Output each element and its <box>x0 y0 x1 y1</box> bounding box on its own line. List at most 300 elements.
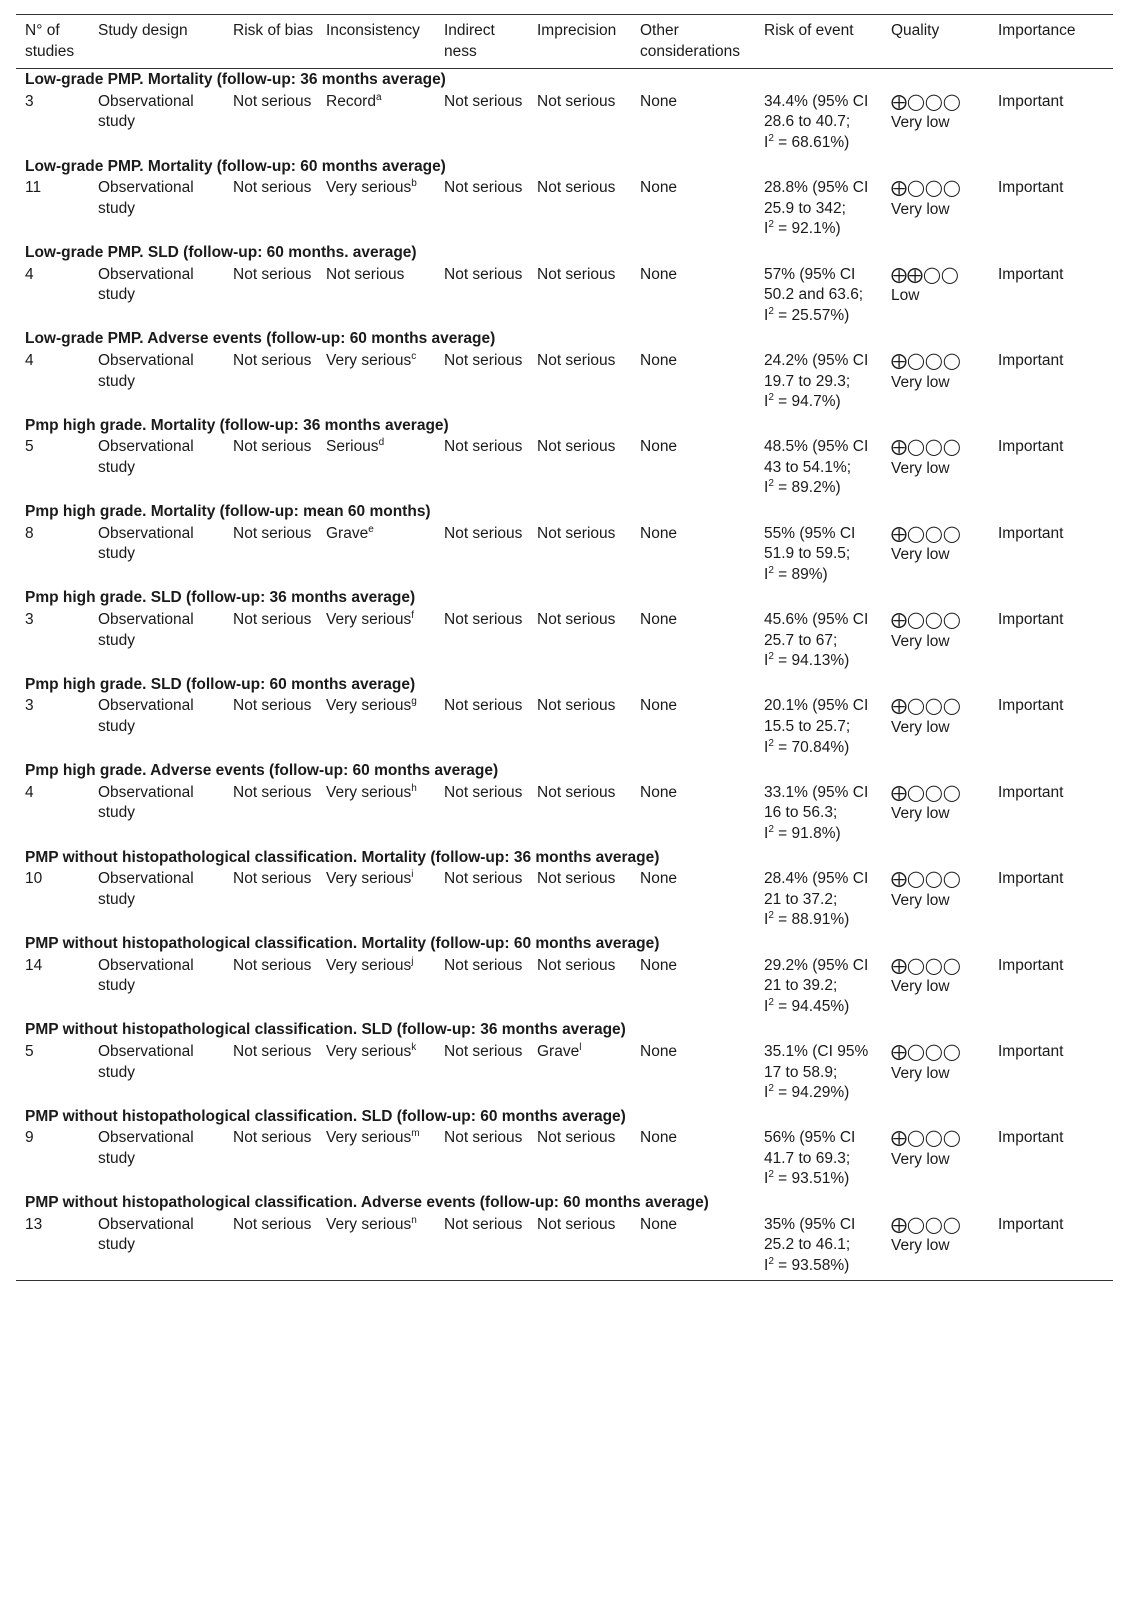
table-row <box>16 869 1113 933</box>
quality-label: Very low <box>891 200 950 218</box>
quality-rating-icon: ⨁◯◯◯ <box>891 955 961 975</box>
i2-label: I <box>764 997 769 1015</box>
i2-value: = 25.57%) <box>773 306 850 324</box>
inconsistency <box>317 869 435 933</box>
indirectness: Not serious <box>444 351 523 369</box>
i2-label: I <box>764 738 769 756</box>
table-row <box>16 956 1113 1020</box>
other-considerations: None <box>640 265 678 283</box>
study-design: Observational study <box>98 611 194 649</box>
risk-of-event <box>755 783 882 847</box>
indirectness: Not serious <box>444 611 523 629</box>
i2-value: = 92.1%) <box>773 220 841 238</box>
grade-evidence-table <box>16 14 1113 1281</box>
i2-value: = 93.58%) <box>773 1256 850 1274</box>
outcome-title: Low-grade PMP. Adverse events (follow-up: 60 months average) <box>25 330 496 348</box>
imprecision-text: Not serious <box>537 611 616 629</box>
i2-superscript: 2 <box>768 305 774 317</box>
table-body <box>16 69 1113 1281</box>
inconsistency <box>317 265 435 329</box>
quality-label: Very low <box>891 632 950 650</box>
studies-count: 3 <box>25 697 34 715</box>
i2-label: I <box>764 911 769 929</box>
imprecision-text: Not serious <box>537 265 616 283</box>
quality-rating-icon: ⨁◯◯◯ <box>891 782 961 802</box>
imprecision-text: Not serious <box>537 438 616 456</box>
imprecision-text: Not serious <box>537 179 616 197</box>
header-cell: Study design <box>89 15 224 69</box>
imprecision <box>528 869 631 933</box>
i2-superscript: 2 <box>768 910 774 922</box>
group-title-row <box>16 242 1113 265</box>
imprecision <box>528 524 631 588</box>
imprecision-text: Grave <box>537 1042 580 1060</box>
risk-estimate: 24.2% (95% CI 19.7 to 29.3; <box>764 351 869 390</box>
header-cell: Indirect ness <box>435 15 528 69</box>
group-title-row <box>16 760 1113 783</box>
header-cell: N° of studies <box>16 15 89 69</box>
quality-rating-icon: ⨁◯◯◯ <box>891 610 961 630</box>
outcome-title: Pmp high grade. Mortality (follow-up: mean 60 months) <box>25 503 431 521</box>
study-design: Observational study <box>98 1042 194 1081</box>
outcome-title: PMP without histopathological classification. SLD (follow-up: 36 months average) <box>25 1021 626 1039</box>
inconsistency-text: Very serious <box>326 1129 412 1147</box>
imprecision <box>528 178 631 242</box>
group-title-row <box>16 328 1113 351</box>
importance: Important <box>998 783 1064 801</box>
studies-count: 14 <box>25 956 43 974</box>
quality <box>882 1215 989 1281</box>
header-cell: Importance <box>989 15 1113 69</box>
study-design: Observational study <box>98 179 194 217</box>
i2-value: = 94.45%) <box>773 997 850 1015</box>
importance: Important <box>998 351 1064 369</box>
i2-label: I <box>764 1170 769 1188</box>
quality <box>882 783 989 847</box>
risk-of-bias: Not serious <box>233 611 312 629</box>
importance: Important <box>998 870 1064 888</box>
header-cell: Other considerations <box>631 15 755 69</box>
quality-label: Very low <box>891 546 950 564</box>
indirectness: Not serious <box>444 438 523 456</box>
outcome-title: Pmp high grade. SLD (follow-up: 60 months average) <box>25 675 416 693</box>
footnote-marker: g <box>411 696 417 708</box>
quality-rating-icon: ⨁◯◯◯ <box>891 91 961 111</box>
imprecision-text: Not serious <box>537 870 616 888</box>
risk-estimate: 34.4% (95% CI 28.6 to 40.7; <box>764 92 869 131</box>
importance: Important <box>998 611 1064 629</box>
quality <box>882 351 989 415</box>
outcome-title: PMP without histopathological classification. Adverse events (follow-up: 60 months average) <box>25 1194 709 1212</box>
outcome-title: Pmp high grade. Adverse events (follow-up: 60 months average) <box>25 762 499 780</box>
risk-of-bias: Not serious <box>233 351 312 369</box>
indirectness: Not serious <box>444 92 523 110</box>
quality-rating-icon: ⨁◯◯◯ <box>891 696 961 716</box>
i2-superscript: 2 <box>768 1255 774 1267</box>
table-row <box>16 1042 1113 1106</box>
outcome-title: Low-grade PMP. Mortality (follow-up: 36 months average) <box>25 71 446 89</box>
inconsistency-text: Serious <box>326 438 379 456</box>
other-considerations: None <box>640 92 678 110</box>
other-considerations: None <box>640 351 678 369</box>
group-title-row <box>16 156 1113 179</box>
risk-of-bias: Not serious <box>233 1042 312 1060</box>
i2-label: I <box>764 220 769 238</box>
table-row <box>16 524 1113 588</box>
quality-label: Very low <box>891 1150 950 1168</box>
other-considerations: None <box>640 870 678 888</box>
footnote-marker: f <box>411 610 415 622</box>
inconsistency <box>317 610 435 674</box>
study-design: Observational study <box>98 956 194 995</box>
quality-rating-icon: ⨁◯◯◯ <box>891 1041 961 1061</box>
quality-rating-icon: ⨁◯◯◯ <box>891 523 961 543</box>
quality-rating-icon: ⨁◯◯◯ <box>891 437 961 457</box>
importance: Important <box>998 92 1064 110</box>
inconsistency-text: Very serious <box>326 870 412 888</box>
inconsistency-text: Record <box>326 92 376 110</box>
imprecision-text: Not serious <box>537 783 616 801</box>
risk-of-bias: Not serious <box>233 438 312 456</box>
risk-of-event <box>755 265 882 329</box>
studies-count: 4 <box>25 265 34 283</box>
imprecision <box>528 351 631 415</box>
footnote-marker: b <box>411 178 417 190</box>
risk-of-bias: Not serious <box>233 524 312 542</box>
outcome-title: Low-grade PMP. Mortality (follow-up: 60 months average) <box>25 157 446 175</box>
quality-label: Very low <box>891 373 950 391</box>
table-row <box>16 437 1113 501</box>
risk-estimate: 29.2% (95% CI 21 to 39.2; <box>764 956 869 995</box>
other-considerations: None <box>640 524 678 542</box>
inconsistency-text: Very serious <box>326 956 412 974</box>
importance: Important <box>998 1042 1064 1060</box>
table-row <box>16 1128 1113 1192</box>
quality-label: Very low <box>891 805 950 823</box>
inconsistency <box>317 178 435 242</box>
risk-estimate: 57% (95% CI 50.2 and 63.6; <box>764 265 864 304</box>
studies-count: 8 <box>25 524 34 542</box>
risk-of-bias: Not serious <box>233 697 312 715</box>
quality <box>882 1128 989 1192</box>
table-row <box>16 1215 1113 1281</box>
table-row <box>16 696 1113 760</box>
footnote-marker: c <box>411 350 417 362</box>
group-title-row <box>16 933 1113 956</box>
risk-of-event <box>755 351 882 415</box>
inconsistency <box>317 1128 435 1192</box>
outcome-title: Pmp high grade. SLD (follow-up: 36 months average) <box>25 589 416 607</box>
quality <box>882 956 989 1020</box>
inconsistency-text: Very serious <box>326 1215 412 1233</box>
group-title-row <box>16 674 1113 697</box>
group-title-row <box>16 1192 1113 1215</box>
imprecision-text: Not serious <box>537 351 616 369</box>
quality <box>882 437 989 501</box>
studies-count: 13 <box>16 1215 89 1281</box>
i2-superscript: 2 <box>768 1169 774 1181</box>
footnote-marker: a <box>375 91 382 103</box>
quality-label: Very low <box>891 719 950 736</box>
inconsistency <box>317 437 435 501</box>
table-row <box>16 265 1113 329</box>
inconsistency <box>317 783 435 847</box>
i2-value: = 93.51%) <box>773 1170 850 1188</box>
imprecision <box>528 265 631 329</box>
indirectness: Not serious <box>444 870 523 888</box>
group-title-row <box>16 1019 1113 1042</box>
quality <box>882 869 989 933</box>
risk-estimate: 35.1% (CI 95% 17 to 58.9; <box>764 1042 869 1081</box>
table-row <box>16 783 1113 847</box>
i2-superscript: 2 <box>768 478 774 490</box>
header-row <box>16 15 1113 69</box>
outcome-title: PMP without histopathological classification. Mortality (follow-up: 60 months average) <box>25 934 660 952</box>
table-row <box>16 92 1113 156</box>
quality-label: Very low <box>891 459 950 477</box>
i2-value: = 89%) <box>773 565 828 583</box>
importance: Important <box>998 697 1064 715</box>
imprecision <box>528 1042 631 1106</box>
quality <box>882 1042 989 1106</box>
study-design: Observational study <box>98 351 194 390</box>
i2-label: I <box>764 824 769 842</box>
header-cell: Imprecision <box>528 15 631 69</box>
quality-label: Very low <box>891 114 950 132</box>
table-row <box>16 178 1113 242</box>
footnote-marker: m <box>411 1128 420 1140</box>
outcome-title: PMP without histopathological classification. Mortality (follow-up: 36 months average) <box>25 848 660 866</box>
i2-superscript: 2 <box>768 564 774 576</box>
risk-of-bias: Not serious <box>233 179 312 197</box>
risk-of-bias: Not serious <box>233 870 312 888</box>
importance: Important <box>998 265 1064 283</box>
risk-estimate: 33.1% (95% CI 16 to 56.3; <box>764 783 869 822</box>
footnote-marker: l <box>579 1041 582 1053</box>
risk-estimate: 48.5% (95% CI 43 to 54.1%; <box>764 438 869 476</box>
indirectness: Not serious <box>444 783 523 801</box>
risk-estimate: 20.1% (95% CI 15.5 to 25.7; <box>764 697 869 735</box>
risk-of-event <box>755 178 882 242</box>
quality-label: Low <box>891 287 920 305</box>
studies-count: 9 <box>25 1129 34 1147</box>
imprecision <box>528 783 631 847</box>
risk-estimate: 28.8% (95% CI 25.9 to 342; <box>764 179 869 217</box>
footnote-marker: n <box>411 1214 417 1226</box>
inconsistency-text: Not serious <box>326 265 405 283</box>
importance: Important <box>998 524 1064 542</box>
inconsistency-text: Very serious <box>326 179 412 197</box>
table-row <box>16 351 1113 415</box>
footnote-marker: d <box>378 437 385 449</box>
i2-label: I <box>764 133 769 151</box>
risk-of-event <box>755 524 882 588</box>
i2-value: = 88.91%) <box>773 911 850 929</box>
inconsistency-text: Very serious <box>326 697 412 715</box>
imprecision <box>528 610 631 674</box>
inconsistency-text: Grave <box>326 524 369 542</box>
other-considerations: None <box>640 783 678 801</box>
inconsistency <box>317 696 435 760</box>
quality-rating-icon: ⨁◯◯◯ <box>891 1128 961 1148</box>
inconsistency-text: Very serious <box>326 611 412 629</box>
imprecision <box>528 92 631 156</box>
imprecision-text: Not serious <box>537 697 616 715</box>
header-cell: Risk of event <box>755 15 882 69</box>
i2-label: I <box>764 1256 769 1274</box>
quality-rating-icon: ⨁◯◯◯ <box>891 1214 961 1234</box>
importance: Important <box>998 1129 1064 1147</box>
indirectness: Not serious <box>435 1215 528 1281</box>
group-title-row <box>16 1106 1113 1129</box>
quality-rating-icon: ⨁◯◯◯ <box>891 350 961 370</box>
outcome-title: Pmp high grade. Mortality (follow-up: 36 months average) <box>25 416 449 434</box>
i2-superscript: 2 <box>768 823 774 835</box>
studies-count: 4 <box>25 783 34 801</box>
inconsistency <box>317 956 435 1020</box>
footnote-marker: k <box>411 1041 417 1053</box>
i2-superscript: 2 <box>768 392 774 404</box>
inconsistency-text: Very serious <box>326 351 412 369</box>
header-cell: Inconsistency <box>317 15 435 69</box>
imprecision <box>528 1128 631 1192</box>
study-design: Observational study <box>98 697 194 735</box>
quality-label: Very low <box>891 1237 950 1255</box>
i2-value: = 70.84%) <box>773 738 850 756</box>
risk-of-bias: Not serious <box>233 92 312 110</box>
i2-superscript: 2 <box>768 219 774 231</box>
studies-count: 5 <box>25 438 34 456</box>
study-design: Observational study <box>98 265 194 304</box>
inconsistency-text: Very serious <box>326 1042 412 1060</box>
studies-count: 3 <box>25 92 34 110</box>
i2-label: I <box>764 652 769 670</box>
group-title-row <box>16 69 1113 92</box>
studies-count: 4 <box>25 351 34 369</box>
importance: Important <box>998 179 1064 197</box>
risk-of-event <box>755 92 882 156</box>
importance: Important <box>989 1215 1113 1281</box>
i2-value: = 94.29%) <box>773 1084 850 1102</box>
inconsistency-text: Very serious <box>326 783 412 801</box>
risk-of-bias: Not serious <box>233 956 312 974</box>
table-row <box>16 610 1113 674</box>
quality-label: Very low <box>891 1064 950 1082</box>
i2-value: = 89.2%) <box>773 479 841 497</box>
i2-label: I <box>764 1084 769 1102</box>
studies-count: 11 <box>25 179 42 197</box>
study-design: Observational study <box>98 1129 194 1167</box>
risk-of-event <box>755 869 882 933</box>
quality <box>882 178 989 242</box>
study-design: Observational study <box>98 438 194 476</box>
quality <box>882 265 989 329</box>
inconsistency <box>317 1042 435 1106</box>
risk-estimate: 56% (95% CI 41.7 to 69.3; <box>764 1129 856 1167</box>
indirectness: Not serious <box>444 524 523 542</box>
studies-count: 10 <box>25 870 43 888</box>
quality <box>882 610 989 674</box>
i2-superscript: 2 <box>768 1083 774 1095</box>
risk-of-bias: Not serious <box>233 265 312 283</box>
risk-of-event <box>755 437 882 501</box>
study-design: Observational study <box>98 783 194 822</box>
indirectness: Not serious <box>444 179 523 197</box>
quality-label: Very low <box>891 891 950 909</box>
footnote-marker: i <box>411 869 414 881</box>
indirectness: Not serious <box>444 1042 523 1060</box>
study-design: Observational study <box>98 870 194 908</box>
i2-value: = 94.13%) <box>773 652 850 670</box>
risk-estimate: 28.4% (95% CI 21 to 37.2; <box>764 870 869 908</box>
other-considerations: None <box>640 438 678 456</box>
group-title-row <box>16 847 1113 870</box>
inconsistency <box>317 351 435 415</box>
imprecision-text: Not serious <box>537 1215 616 1233</box>
group-title-row <box>16 587 1113 610</box>
risk-of-event <box>755 1215 882 1281</box>
imprecision-text: Not serious <box>537 1129 616 1147</box>
imprecision <box>528 437 631 501</box>
i2-value: = 68.61%) <box>773 133 850 151</box>
i2-superscript: 2 <box>768 996 774 1008</box>
header-cell: Quality <box>882 15 989 69</box>
risk-of-bias: Not serious <box>233 1129 312 1147</box>
risk-of-event <box>755 696 882 760</box>
group-title-row <box>16 415 1113 438</box>
other-considerations: None <box>640 611 678 629</box>
other-considerations: None <box>640 697 678 715</box>
studies-count: 5 <box>25 1042 34 1060</box>
other-considerations: None <box>640 956 678 974</box>
quality-label: Very low <box>891 978 950 996</box>
i2-value: = 94.7%) <box>773 393 841 411</box>
outcome-title: Low-grade PMP. SLD (follow-up: 60 months. average) <box>25 243 417 261</box>
footnote-marker: h <box>411 782 417 794</box>
studies-count: 3 <box>25 611 34 629</box>
i2-superscript: 2 <box>768 651 774 663</box>
inconsistency <box>317 92 435 156</box>
quality <box>882 524 989 588</box>
i2-value: = 91.8%) <box>773 824 841 842</box>
risk-of-bias: Not serious <box>224 1215 317 1281</box>
i2-label: I <box>764 306 769 324</box>
i2-label: I <box>764 479 769 497</box>
study-design: Observational study <box>98 92 194 131</box>
imprecision <box>528 1215 631 1281</box>
inconsistency <box>317 1215 435 1281</box>
risk-of-event <box>755 1042 882 1106</box>
risk-of-event <box>755 610 882 674</box>
indirectness: Not serious <box>444 265 523 283</box>
quality <box>882 696 989 760</box>
other-considerations: None <box>640 179 678 197</box>
i2-superscript: 2 <box>768 132 774 144</box>
quality <box>882 92 989 156</box>
i2-label: I <box>764 393 769 411</box>
risk-of-event <box>755 1128 882 1192</box>
other-considerations: None <box>640 1129 678 1147</box>
risk-estimate: 55% (95% CI 51.9 to 59.5; <box>764 524 856 563</box>
risk-estimate: 45.6% (95% CI 25.7 to 67; <box>764 611 869 649</box>
risk-of-bias: Not serious <box>233 783 312 801</box>
group-title-row <box>16 501 1113 524</box>
imprecision-text: Not serious <box>537 524 616 542</box>
quality-rating-icon: ⨁◯◯◯ <box>891 869 961 889</box>
other-considerations: None <box>631 1215 755 1281</box>
importance: Important <box>998 438 1064 456</box>
imprecision <box>528 956 631 1020</box>
